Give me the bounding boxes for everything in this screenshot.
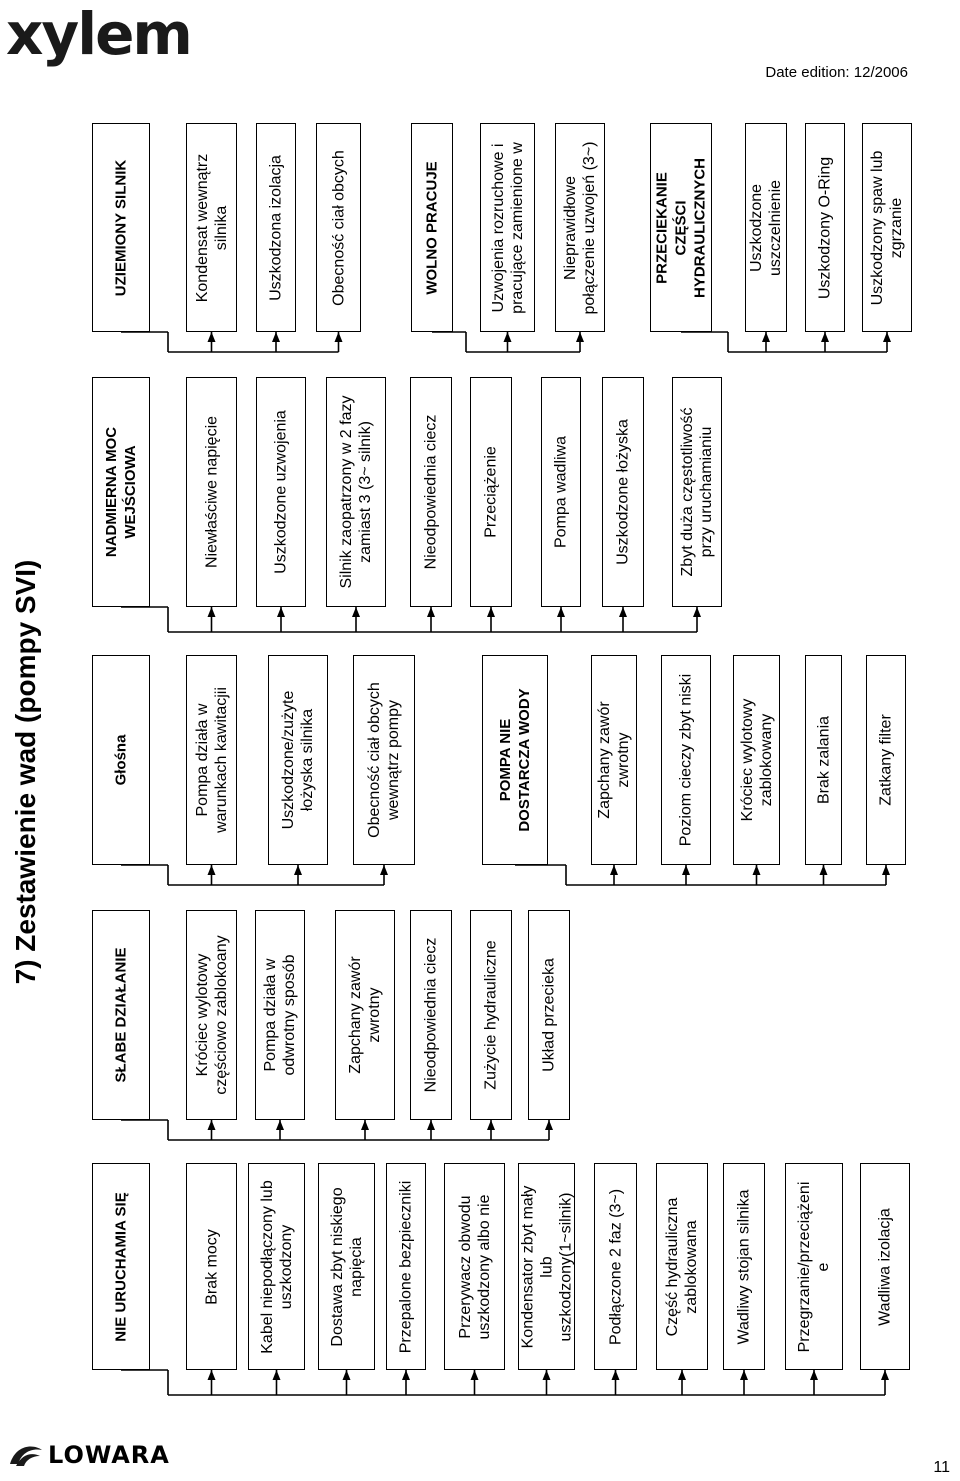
cause-label: Obecność ciał obcych wewnątrz pompy [366,682,402,838]
arrow-head-pompa-nie-dostarcza-4 [882,865,890,875]
cause-label: Przeciążenie [482,446,500,538]
cause-slabe-dzialanie-2 [335,910,395,1120]
cause-label: Zużycie hydrauliczne [482,940,500,1090]
cause-nie-uruchamia-9 [785,1163,843,1370]
arrow-head-nie-uruchamia-3 [402,1370,410,1380]
cause-label: Obecność ciał obcych [330,149,347,306]
cause-label: Uszkodzone łożyska [614,419,632,565]
cause-label: Pompa działa w odwrotny sposób [262,954,298,1076]
cause-label: Silnik zaopatrzony w 2 fazy zamiast 3 (3~ silnik) [338,395,374,589]
arrow-head-pompa-nie-dostarcza-0 [610,865,618,875]
cause-label: Nieodpowiednia ciecz [422,414,440,570]
arrow-head-slabe-dzialanie-3 [427,1120,435,1130]
cause-nie-uruchamia-4 [444,1163,505,1370]
category-header-label: NADMIERNA MOC WEJŚCIOWA [103,426,139,558]
category-header-label: POMPA NIE DOSTARCZA WODY [497,688,533,832]
arrow-head-przeciekanie-0 [762,332,770,342]
cause-label: Zapchany zawór zwrotny [596,701,632,819]
cause-nie-uruchamia-10 [860,1163,910,1370]
cause-label: Nieprawidłowe połączenie uzwojeń (3~) [562,141,598,314]
lowara-brand: LOWARA [48,1441,170,1469]
cause-label: Dostawa zbyt niskiego napięcia [328,1186,365,1347]
cause-label: Układ przecieka [540,958,558,1072]
category-nie-uruchamia [92,1163,150,1370]
cause-label: Niewłaściwe napięcie [203,415,220,569]
arrow-head-nie-uruchamia-4 [471,1370,479,1380]
category-pompa-nie-dostarcza [482,655,548,865]
arrow-head-slabe-dzialanie-2 [361,1120,369,1130]
cause-label: Przepalone bezpieczniki [397,1180,415,1353]
cause-wolno-pracuje-1 [555,123,605,332]
cause-label: Zapchany zawór zwrotny [347,956,383,1074]
arrow-head-nadmierna-moc-1 [277,607,285,617]
cause-label: Część hydrauliczna zablokowana [664,1197,700,1336]
cause-nadmierna-moc-0 [186,377,237,607]
arrow-head-uziemiony-silnik-1 [272,332,280,342]
arrow-head-glosna-0 [208,865,216,875]
arrow-head-nie-uruchamia-2 [343,1370,351,1380]
cause-uziemiony-silnik-2 [316,123,361,332]
category-header-label: SŁABE DZIAŁANIE [112,947,130,1083]
cause-label: Brak mocy [203,1228,220,1305]
xylem-logo: xylem [6,0,191,68]
cause-nie-uruchamia-6 [594,1163,637,1370]
category-header-label: PRZECIEKANIE CZĘŚCI HYDRAULICZNYCH [653,157,709,298]
cause-label: Uszkodzone uzwojenia [272,410,290,574]
cause-pompa-nie-dostarcza-1 [661,655,711,865]
arrow-head-nie-uruchamia-5 [543,1370,551,1380]
arrow-head-slabe-dzialanie-5 [545,1120,553,1130]
cause-nie-uruchamia-1 [248,1163,305,1370]
cause-pompa-nie-dostarcza-2 [733,655,780,865]
cause-nadmierna-moc-4 [470,377,512,607]
cause-nie-uruchamia-5 [518,1163,575,1370]
cause-nadmierna-moc-6 [602,377,644,607]
cause-nadmierna-moc-7 [672,377,722,607]
cause-label: Zatkany filter [877,714,895,806]
cause-nie-uruchamia-8 [723,1163,765,1370]
cause-label: Kabel niepodłączony lub uszkodzony [258,1179,295,1354]
cause-label: Kondensator zbyt mały lub uszkodzony(1~silnik) [519,1185,574,1348]
arrow-head-pompa-nie-dostarcza-2 [753,865,761,875]
page-title: 7) Zestawienie wad (pompy SVI) [10,559,41,985]
cause-label: Poziom cieczy zbyt niski [677,673,695,847]
cause-pompa-nie-dostarcza-0 [591,655,637,865]
arrow-head-uziemiony-silnik-0 [208,332,216,342]
category-header-label: Głośna [112,734,130,786]
cause-label: Wadliwy stojan silnika [735,1188,753,1345]
arrow-head-nie-uruchamia-0 [208,1370,216,1380]
cause-uziemiony-silnik-0 [186,123,237,332]
category-nadmierna-moc [92,377,150,607]
cause-nie-uruchamia-3 [386,1163,426,1370]
cause-label: Pompa działa w warunkach kawitacjii [193,687,230,833]
category-uziemiony-silnik [92,123,150,332]
arrow-head-nie-uruchamia-10 [881,1370,889,1380]
category-header-label: UZIEMIONY SILNIK [112,159,130,296]
cause-przeciekanie-1 [805,123,845,332]
date-edition: Date edition: 12/2006 [765,64,908,81]
arrow-head-slabe-dzialanie-4 [487,1120,495,1130]
arrow-head-slabe-dzialanie-0 [208,1120,216,1130]
category-przeciekanie [650,123,712,332]
arrow-head-nadmierna-moc-3 [427,607,435,617]
cause-label: Przerywacz obwodu uszkodzony albo nie [456,1194,493,1339]
lowara-logo [8,1440,170,1470]
cause-label: Uszkodzone uszczelnienie [748,179,784,276]
cause-label: Króciec wylotowy częściowo zablokoany [193,935,230,1095]
cause-label: Uzwojenia rozruchowe i pracujące zamienione w [489,141,526,314]
cause-slabe-dzialanie-0 [186,910,237,1120]
cause-nadmierna-moc-2 [326,377,386,607]
cause-nadmierna-moc-1 [256,377,306,607]
category-header-label: NIE URUCHAMIA SIĘ [112,1191,130,1342]
arrow-head-nadmierna-moc-5 [557,607,565,617]
arrow-head-nadmierna-moc-2 [352,607,360,617]
cause-wolno-pracuje-0 [480,123,535,332]
arrow-head-nie-uruchamia-9 [810,1370,818,1380]
arrow-head-nie-uruchamia-6 [612,1370,620,1380]
cause-slabe-dzialanie-4 [470,910,512,1120]
cause-label: Uszkodzony spaw lub zgrzanie [869,150,905,305]
cause-label: Nieodpowiednia ciecz [422,937,440,1093]
arrow-head-nadmierna-moc-4 [487,607,495,617]
cause-label: Przegrzanie/przeciążeni e [796,1181,832,1352]
arrow-head-przeciekanie-1 [821,332,829,342]
cause-label: Uszkodzona izolacja [267,154,285,301]
arrow-head-nie-uruchamia-7 [678,1370,686,1380]
arrow-head-glosna-2 [380,865,388,875]
cause-glosna-2 [353,655,415,865]
cause-nie-uruchamia-7 [656,1163,708,1370]
cause-pompa-nie-dostarcza-3 [805,655,842,865]
cause-pompa-nie-dostarcza-4 [866,655,906,865]
arrow-head-wolno-pracuje-0 [504,332,512,342]
arrow-head-przeciekanie-2 [883,332,891,342]
lowara-swirl-icon [8,1442,44,1468]
category-slabe-dzialanie [92,910,150,1120]
arrow-head-pompa-nie-dostarcza-3 [820,865,828,875]
cause-label: Pompa wadliwa [552,435,570,549]
cause-slabe-dzialanie-3 [410,910,452,1120]
category-header-label: WOLNO PRACUJE [423,160,441,295]
cause-label: Wadliwa izolacja [876,1207,894,1326]
cause-nie-uruchamia-0 [186,1163,237,1370]
category-glosna [92,655,150,865]
arrow-head-nie-uruchamia-1 [273,1370,281,1380]
cause-przeciekanie-2 [862,123,912,332]
category-wolno-pracuje [411,123,453,332]
cause-przeciekanie-0 [745,123,787,332]
cause-uziemiony-silnik-1 [256,123,296,332]
arrow-head-uziemiony-silnik-2 [335,332,343,342]
page-number: 11 [933,1459,950,1476]
cause-nadmierna-moc-5 [541,377,581,607]
cause-glosna-0 [186,655,237,865]
cause-nie-uruchamia-2 [318,1163,375,1370]
arrow-head-nadmierna-moc-0 [208,607,216,617]
arrow-head-slabe-dzialanie-1 [276,1120,284,1130]
cause-glosna-1 [268,655,328,865]
cause-nadmierna-moc-3 [410,377,452,607]
arrow-head-nadmierna-moc-7 [693,607,701,617]
arrow-head-nadmierna-moc-6 [619,607,627,617]
cause-label: Kondensat wewnątrz silnika [193,153,230,302]
cause-label: Podłączone 2 faz (3~) [607,1188,624,1345]
arrow-head-pompa-nie-dostarcza-1 [682,865,690,875]
arrow-head-glosna-1 [294,865,302,875]
cause-label: Króciec wylotowy zablokowany [738,698,775,822]
cause-slabe-dzialanie-5 [528,910,570,1120]
cause-label: Brak zalania [815,715,832,805]
arrow-head-nie-uruchamia-8 [740,1370,748,1380]
cause-label: Uszkodzone/zużyte łożyska silnika [280,690,316,830]
cause-label: Uszkodzony O-Ring [816,156,834,299]
arrow-head-wolno-pracuje-1 [576,332,584,342]
cause-slabe-dzialanie-1 [255,910,305,1120]
cause-label: Zbyt duża częstotliwość przy uruchamianiu [679,407,715,577]
